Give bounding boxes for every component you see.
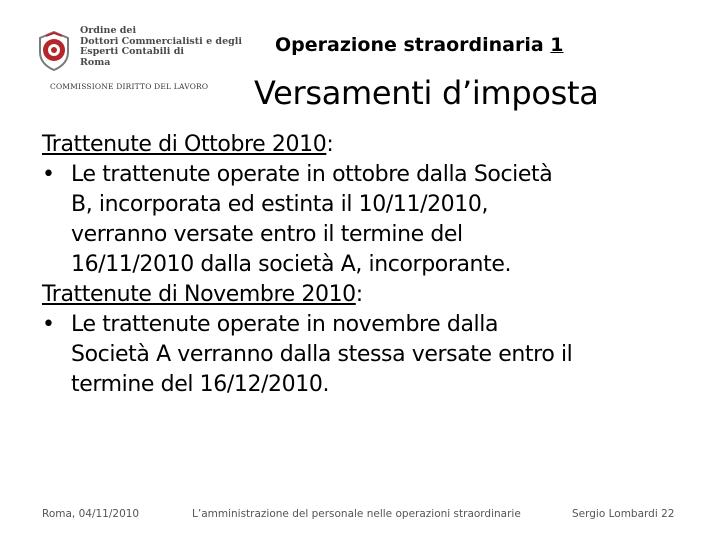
bullet-line: Le trattenute operate in novembre dalla bbox=[71, 312, 499, 337]
slide-body bbox=[42, 130, 702, 400]
org-line-4: Roma bbox=[80, 56, 111, 68]
bullet-line: verranno versate entro il termine del bbox=[71, 222, 463, 247]
slide-supertitle bbox=[275, 34, 564, 56]
supertitle-number: 1 bbox=[550, 34, 564, 56]
section-heading-november bbox=[42, 280, 702, 310]
org-line-2: Dottori Commercialisti e degli bbox=[80, 35, 242, 47]
heading-colon: : bbox=[355, 282, 363, 307]
org-line-3: Esperti Contabili di bbox=[80, 46, 184, 57]
section-heading-october bbox=[42, 130, 702, 160]
section-heading-text: Trattenute di Ottobre 2010 bbox=[42, 132, 327, 157]
organization-name bbox=[80, 26, 242, 68]
bullet-dot-icon: • bbox=[42, 312, 55, 337]
section-heading-text: Trattenute di Novembre 2010 bbox=[42, 282, 356, 307]
bullet-line: termine del 16/12/2010. bbox=[71, 372, 330, 397]
bullet-dot-icon: • bbox=[42, 162, 55, 187]
heading-colon: : bbox=[326, 132, 334, 157]
page-title: Versamenti d’imposta bbox=[254, 74, 599, 112]
footer-title: L’amministrazione del personale nelle operazioni straordinarie bbox=[192, 508, 521, 520]
bullet-november bbox=[42, 310, 702, 400]
footer-author-page: Sergio Lombardi 22 bbox=[572, 508, 675, 520]
bullet-line: Società A verranno dalla stessa versate entro il bbox=[71, 342, 573, 367]
org-line-1: Ordine dei bbox=[80, 25, 137, 36]
seal-icon bbox=[34, 28, 74, 72]
bullet-line: Le trattenute operate in ottobre dalla Società bbox=[71, 162, 553, 187]
footer-date: Roma, 04/11/2010 bbox=[42, 508, 140, 520]
supertitle-text: Operazione straordinaria bbox=[275, 34, 544, 56]
bullet-line: B, incorporata ed estinta il 10/11/2010, bbox=[71, 192, 489, 217]
organization-logo bbox=[32, 25, 242, 96]
commission-name: COMMISSIONE DIRITTO DEL LAVORO bbox=[50, 82, 209, 91]
bullet-october bbox=[42, 160, 702, 280]
bullet-line: 16/11/2010 dalla società A, incorporante. bbox=[71, 252, 512, 277]
